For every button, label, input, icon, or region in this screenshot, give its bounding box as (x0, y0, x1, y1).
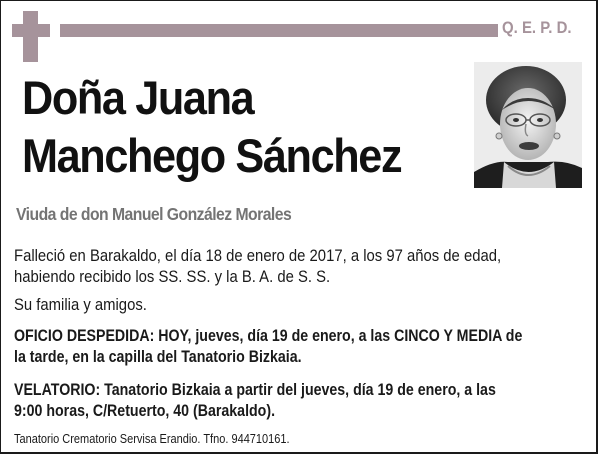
death-notice (14, 246, 501, 288)
death-line-1: Falleció en Barakaldo, el día 18 de enero de 2017, a los 97 años de edad, (14, 247, 502, 265)
death-line-2: habiendo recibido los SS. SS. y la B. A. de S. S. (14, 268, 331, 286)
service-info (14, 326, 522, 368)
header-rule (60, 24, 498, 37)
funeral-home-footer: Tanatorio Crematorio Servisa Erandio. Tfno. 944710161. (14, 432, 290, 446)
widow-line: Viuda de don Manuel González Morales (16, 204, 292, 224)
deceased-name (22, 69, 401, 185)
service-line-1: OFICIO DESPEDIDA: HOY, jueves, día 19 de enero, a las CINCO Y MEDIA de (14, 327, 523, 345)
qepd-label: Q. E. P. D. (502, 18, 572, 37)
portrait-photo (474, 62, 582, 188)
name-line-2: Manchego Sánchez (22, 129, 402, 182)
family-line: Su familia y amigos. (14, 296, 147, 314)
wake-info (14, 380, 496, 422)
service-line-2: la tarde, en la capilla del Tanatorio Bizkaia. (14, 348, 302, 366)
wake-line-1: VELATORIO: Tanatorio Bizkaia a partir del jueves, día 19 de enero, a las (14, 381, 496, 399)
wake-line-2: 9:00 horas, C/Retuerto, 40 (Barakaldo). (14, 402, 276, 420)
cross-horizontal-bar (12, 24, 50, 37)
name-line-1: Doña Juana (22, 71, 254, 124)
